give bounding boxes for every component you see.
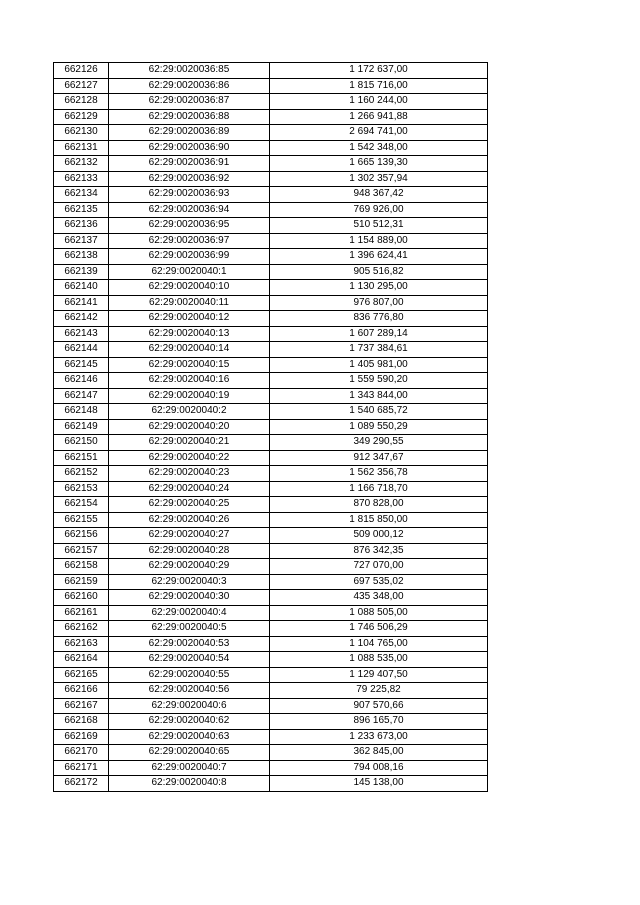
- cadastral-value-cell: 1 396 624,41: [270, 249, 488, 265]
- cadastral-number-cell: 62:29:0020040:29: [109, 559, 270, 575]
- table-row: [54, 280, 488, 296]
- table-row: [54, 233, 488, 249]
- table-row: [54, 357, 488, 373]
- cadastral-value-cell: 510 512,31: [270, 218, 488, 234]
- cadastral-number-cell: 62:29:0020040:20: [109, 419, 270, 435]
- cadastral-value-cell: 1 089 550,29: [270, 419, 488, 435]
- row-number-cell: 662132: [54, 156, 109, 172]
- table-row: [54, 559, 488, 575]
- table-row: [54, 652, 488, 668]
- cadastral-number-cell: 62:29:0020040:8: [109, 776, 270, 792]
- row-number-cell: 662168: [54, 714, 109, 730]
- row-number-cell: 662148: [54, 404, 109, 420]
- cadastral-value-cell: 876 342,35: [270, 543, 488, 559]
- cadastral-value-cell: 907 570,66: [270, 698, 488, 714]
- cadastral-value-cell: 1 266 941,88: [270, 109, 488, 125]
- cadastral-number-cell: 62:29:0020040:14: [109, 342, 270, 358]
- cadastral-value-cell: 1 562 356,78: [270, 466, 488, 482]
- table-row: [54, 466, 488, 482]
- row-number-cell: 662164: [54, 652, 109, 668]
- table-row: [54, 125, 488, 141]
- table-row: [54, 342, 488, 358]
- cadastral-value-cell: 727 070,00: [270, 559, 488, 575]
- cadastral-number-cell: 62:29:0020040:26: [109, 512, 270, 528]
- row-number-cell: 662149: [54, 419, 109, 435]
- cadastral-value-cell: 1 815 850,00: [270, 512, 488, 528]
- table-row: [54, 745, 488, 761]
- table-row: [54, 419, 488, 435]
- row-number-cell: 662142: [54, 311, 109, 327]
- cadastral-number-cell: 62:29:0020040:25: [109, 497, 270, 513]
- table-row: [54, 760, 488, 776]
- row-number-cell: 662172: [54, 776, 109, 792]
- cadastral-number-cell: 62:29:0020040:65: [109, 745, 270, 761]
- row-number-cell: 662137: [54, 233, 109, 249]
- cadastral-number-cell: 62:29:0020036:87: [109, 94, 270, 110]
- table-row: [54, 621, 488, 637]
- cadastral-value-cell: 1 542 348,00: [270, 140, 488, 156]
- table-row: [54, 326, 488, 342]
- cadastral-number-cell: 62:29:0020040:13: [109, 326, 270, 342]
- table-row: [54, 140, 488, 156]
- cadastral-number-cell: 62:29:0020040:4: [109, 605, 270, 621]
- cadastral-number-cell: 62:29:0020040:7: [109, 760, 270, 776]
- table-row: [54, 497, 488, 513]
- row-number-cell: 662167: [54, 698, 109, 714]
- cadastral-value-cell: 1 130 295,00: [270, 280, 488, 296]
- cadastral-number-cell: 62:29:0020040:15: [109, 357, 270, 373]
- cadastral-value-cell: 948 367,42: [270, 187, 488, 203]
- table-row: [54, 109, 488, 125]
- cadastral-value-cell: 1 815 716,00: [270, 78, 488, 94]
- row-number-cell: 662171: [54, 760, 109, 776]
- table-row: [54, 404, 488, 420]
- cadastral-value-cell: 794 008,16: [270, 760, 488, 776]
- cadastral-value-cell: 1 104 765,00: [270, 636, 488, 652]
- table-row: [54, 78, 488, 94]
- cadastral-value-cell: 435 348,00: [270, 590, 488, 606]
- table-row: [54, 714, 488, 730]
- cadastral-value-cell: 362 845,00: [270, 745, 488, 761]
- cadastral-value-cell: 1 088 505,00: [270, 605, 488, 621]
- cadastral-number-cell: 62:29:0020040:28: [109, 543, 270, 559]
- table-row: [54, 202, 488, 218]
- cadastral-number-cell: 62:29:0020040:5: [109, 621, 270, 637]
- cadastral-value-cell: 1 302 357,94: [270, 171, 488, 187]
- row-number-cell: 662127: [54, 78, 109, 94]
- table-row: [54, 156, 488, 172]
- table-row: [54, 187, 488, 203]
- cadastral-value-cell: 769 926,00: [270, 202, 488, 218]
- row-number-cell: 662158: [54, 559, 109, 575]
- cadastral-number-cell: 62:29:0020036:91: [109, 156, 270, 172]
- table-row: [54, 481, 488, 497]
- cadastral-value-cell: 1 559 590,20: [270, 373, 488, 389]
- cadastral-value-cell: 145 138,00: [270, 776, 488, 792]
- cadastral-number-cell: 62:29:0020040:55: [109, 667, 270, 683]
- table-row: [54, 249, 488, 265]
- table-row: [54, 311, 488, 327]
- table-row: [54, 605, 488, 621]
- row-number-cell: 662143: [54, 326, 109, 342]
- cadastral-number-cell: 62:29:0020036:86: [109, 78, 270, 94]
- cadastral-number-cell: 62:29:0020040:2: [109, 404, 270, 420]
- cadastral-number-cell: 62:29:0020036:90: [109, 140, 270, 156]
- row-number-cell: 662156: [54, 528, 109, 544]
- row-number-cell: 662145: [54, 357, 109, 373]
- cadastral-number-cell: 62:29:0020036:92: [109, 171, 270, 187]
- row-number-cell: 662139: [54, 264, 109, 280]
- table-row: [54, 698, 488, 714]
- cadastral-number-cell: 62:29:0020040:16: [109, 373, 270, 389]
- cadastral-number-cell: 62:29:0020040:54: [109, 652, 270, 668]
- cadastral-value-cell: 1 233 673,00: [270, 729, 488, 745]
- row-number-cell: 662170: [54, 745, 109, 761]
- cadastral-value-cell: 1 665 139,30: [270, 156, 488, 172]
- row-number-cell: 662150: [54, 435, 109, 451]
- cadastral-value-cell: 1 160 244,00: [270, 94, 488, 110]
- cadastral-value-cell: 1 540 685,72: [270, 404, 488, 420]
- cadastral-value-cell: 836 776,80: [270, 311, 488, 327]
- cadastral-number-cell: 62:29:0020040:24: [109, 481, 270, 497]
- row-number-cell: 662135: [54, 202, 109, 218]
- table-row: [54, 776, 488, 792]
- cadastral-value-cell: 509 000,12: [270, 528, 488, 544]
- cadastral-value-cell: 1 172 637,00: [270, 63, 488, 79]
- cadastral-value-cell: 1 154 889,00: [270, 233, 488, 249]
- cadastral-value-cell: 2 694 741,00: [270, 125, 488, 141]
- cadastral-value-cell: 870 828,00: [270, 497, 488, 513]
- cadastral-number-cell: 62:29:0020040:19: [109, 388, 270, 404]
- row-number-cell: 662152: [54, 466, 109, 482]
- cadastral-number-cell: 62:29:0020040:63: [109, 729, 270, 745]
- cadastral-number-cell: 62:29:0020040:30: [109, 590, 270, 606]
- row-number-cell: 662134: [54, 187, 109, 203]
- cadastral-value-cell: 905 516,82: [270, 264, 488, 280]
- table-body: [54, 63, 488, 792]
- table-row: [54, 94, 488, 110]
- row-number-cell: 662141: [54, 295, 109, 311]
- cadastral-number-cell: 62:29:0020040:21: [109, 435, 270, 451]
- row-number-cell: 662161: [54, 605, 109, 621]
- cadastral-value-cell: 912 347,67: [270, 450, 488, 466]
- cadastral-value-cell: 1 088 535,00: [270, 652, 488, 668]
- row-number-cell: 662128: [54, 94, 109, 110]
- row-number-cell: 662163: [54, 636, 109, 652]
- table-row: [54, 683, 488, 699]
- cadastral-value-cell: 976 807,00: [270, 295, 488, 311]
- row-number-cell: 662151: [54, 450, 109, 466]
- cadastral-number-cell: 62:29:0020036:89: [109, 125, 270, 141]
- table-row: [54, 528, 488, 544]
- cadastral-number-cell: 62:29:0020036:99: [109, 249, 270, 265]
- row-number-cell: 662166: [54, 683, 109, 699]
- row-number-cell: 662153: [54, 481, 109, 497]
- cadastral-value-cell: 1 343 844,00: [270, 388, 488, 404]
- cadastral-number-cell: 62:29:0020036:85: [109, 63, 270, 79]
- table-row: [54, 373, 488, 389]
- cadastral-number-cell: 62:29:0020036:88: [109, 109, 270, 125]
- cadastral-number-cell: 62:29:0020040:27: [109, 528, 270, 544]
- cadastral-number-cell: 62:29:0020036:97: [109, 233, 270, 249]
- row-number-cell: 662165: [54, 667, 109, 683]
- cadastral-number-cell: 62:29:0020040:56: [109, 683, 270, 699]
- cadastral-number-cell: 62:29:0020040:23: [109, 466, 270, 482]
- cadastral-number-cell: 62:29:0020040:10: [109, 280, 270, 296]
- table-row: [54, 450, 488, 466]
- row-number-cell: 662155: [54, 512, 109, 528]
- cadastral-value-cell: 79 225,82: [270, 683, 488, 699]
- table-row: [54, 543, 488, 559]
- table-row: [54, 264, 488, 280]
- row-number-cell: 662136: [54, 218, 109, 234]
- cadastral-value-cell: 1 737 384,61: [270, 342, 488, 358]
- cadastral-number-cell: 62:29:0020040:53: [109, 636, 270, 652]
- table-row: [54, 435, 488, 451]
- row-number-cell: 662138: [54, 249, 109, 265]
- table-row: [54, 667, 488, 683]
- cadastral-value-cell: 1 746 506,29: [270, 621, 488, 637]
- cadastral-number-cell: 62:29:0020040:22: [109, 450, 270, 466]
- table-row: [54, 63, 488, 79]
- row-number-cell: 662126: [54, 63, 109, 79]
- table-row: [54, 729, 488, 745]
- cadastral-value-cell: 896 165,70: [270, 714, 488, 730]
- row-number-cell: 662140: [54, 280, 109, 296]
- cadastral-value-cell: 1 405 981,00: [270, 357, 488, 373]
- row-number-cell: 662147: [54, 388, 109, 404]
- table-row: [54, 218, 488, 234]
- cadastral-number-cell: 62:29:0020040:62: [109, 714, 270, 730]
- row-number-cell: 662160: [54, 590, 109, 606]
- cadastral-value-cell: 1 607 289,14: [270, 326, 488, 342]
- row-number-cell: 662169: [54, 729, 109, 745]
- row-number-cell: 662144: [54, 342, 109, 358]
- row-number-cell: 662146: [54, 373, 109, 389]
- table-row: [54, 295, 488, 311]
- row-number-cell: 662157: [54, 543, 109, 559]
- table-row: [54, 388, 488, 404]
- row-number-cell: 662131: [54, 140, 109, 156]
- cadastral-number-cell: 62:29:0020040:6: [109, 698, 270, 714]
- cadastral-value-cell: 349 290,55: [270, 435, 488, 451]
- cadastral-number-cell: 62:29:0020036:94: [109, 202, 270, 218]
- row-number-cell: 662159: [54, 574, 109, 590]
- row-number-cell: 662133: [54, 171, 109, 187]
- cadastral-number-cell: 62:29:0020040:3: [109, 574, 270, 590]
- table-row: [54, 512, 488, 528]
- cadastral-value-cell: 1 129 407,50: [270, 667, 488, 683]
- cadastral-number-cell: 62:29:0020040:1: [109, 264, 270, 280]
- cadastral-number-cell: 62:29:0020036:95: [109, 218, 270, 234]
- cadastral-value-table: [53, 62, 488, 792]
- row-number-cell: 662130: [54, 125, 109, 141]
- row-number-cell: 662129: [54, 109, 109, 125]
- cadastral-number-cell: 62:29:0020040:11: [109, 295, 270, 311]
- cadastral-value-cell: 1 166 718,70: [270, 481, 488, 497]
- cadastral-number-cell: 62:29:0020036:93: [109, 187, 270, 203]
- cadastral-value-cell: 697 535,02: [270, 574, 488, 590]
- row-number-cell: 662154: [54, 497, 109, 513]
- table-row: [54, 171, 488, 187]
- cadastral-number-cell: 62:29:0020040:12: [109, 311, 270, 327]
- table-row: [54, 636, 488, 652]
- row-number-cell: 662162: [54, 621, 109, 637]
- table-row: [54, 590, 488, 606]
- table-row: [54, 574, 488, 590]
